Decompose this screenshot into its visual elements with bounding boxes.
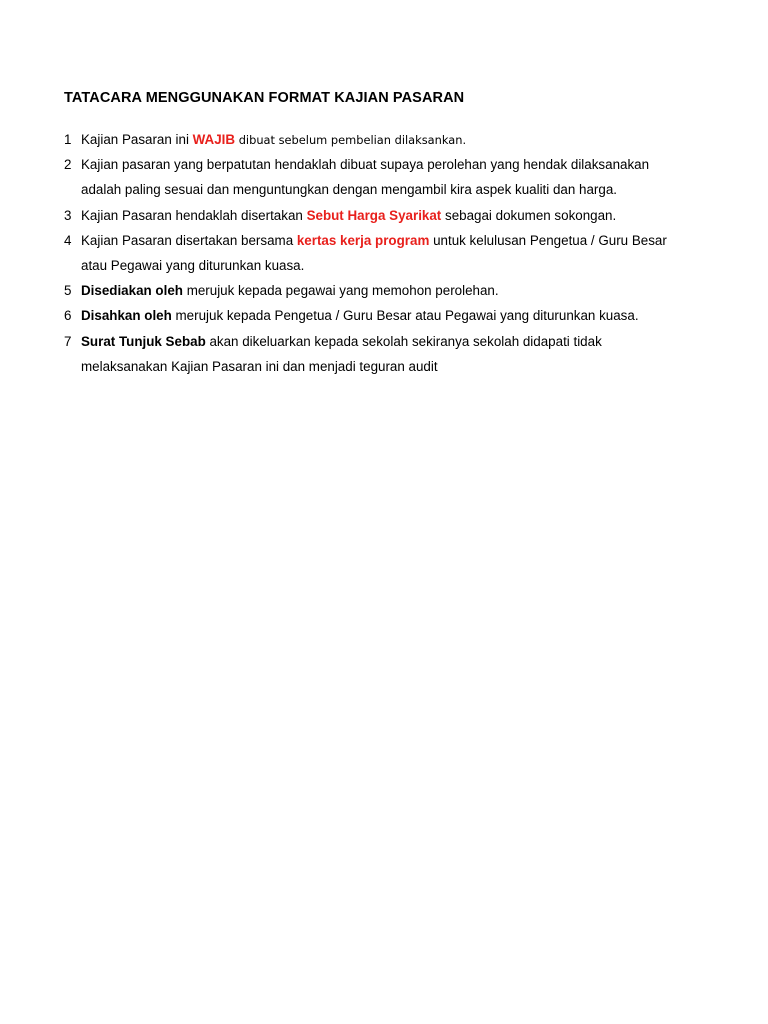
- item-number: 7: [64, 333, 72, 349]
- text-segment: sebagai dokumen sokongan.: [441, 207, 617, 223]
- highlighted-term: WAJIB: [192, 132, 236, 147]
- item-number: 2: [64, 157, 72, 173]
- item-line: [81, 303, 639, 328]
- list-item: [64, 127, 634, 152]
- page-title: TATACARA MENGGUNAKAN FORMAT KAJIAN PASARAN: [64, 90, 465, 106]
- text-segment: melaksanakan Kajian Pasaran ini dan menjadi teguran audit: [81, 358, 438, 374]
- text-segment: untuk kelulusan Pengetua / Guru Besar: [429, 232, 667, 248]
- list-item: [64, 152, 650, 202]
- item-number: 1: [64, 132, 72, 147]
- item-text: [81, 303, 639, 328]
- text-segment: Kajian Pasaran disertakan bersama: [81, 232, 297, 248]
- item-line: [81, 177, 649, 202]
- highlighted-term: Sebut Harga Syarikat: [306, 207, 442, 223]
- list-item: [64, 329, 634, 379]
- item-number: 3: [64, 207, 72, 223]
- text-segment: Kajian pasaran yang berpatutan hendaklah dibuat supaya perolehan yang hendak dilaksanakan: [81, 157, 650, 173]
- text-segment: Kajian Pasaran hendaklah disertakan: [81, 207, 307, 223]
- text-segment: dibuat sebelum pembelian dilaksankan.: [235, 133, 467, 147]
- item-text: [81, 203, 634, 228]
- text-segment: adalah paling sesuai dan menguntungkan dengan mengambil kira aspek kualiti dan harga.: [81, 182, 617, 198]
- item-text: [81, 278, 634, 303]
- item-text: [81, 127, 634, 152]
- instructions-sheet: [64, 88, 667, 379]
- item-line: [81, 152, 649, 177]
- item-number: 6: [64, 308, 72, 324]
- item-line: [81, 329, 634, 354]
- list-item: [64, 303, 639, 328]
- item-line: [81, 127, 634, 152]
- item-line: [81, 228, 667, 253]
- text-segment: merujuk kepada pegawai yang memohon perolehan.: [182, 283, 499, 299]
- bold-term: Surat Tunjuk Sebab: [81, 333, 206, 349]
- bold-term: Disediakan oleh: [81, 283, 183, 299]
- item-line: [81, 253, 667, 278]
- list-item: [64, 228, 667, 278]
- list-item: [64, 278, 634, 303]
- item-number: 4: [64, 232, 72, 248]
- text-segment: atau Pegawai yang diturunkan kuasa.: [81, 257, 305, 273]
- instruction-list: [64, 127, 667, 379]
- highlighted-term: kertas kerja program: [296, 232, 430, 248]
- item-text: [81, 329, 634, 379]
- text-segment: akan dikeluarkan kepada sekolah sekiranya sekolah didapati tidak: [205, 333, 602, 349]
- text-segment: merujuk kepada Pengetua / Guru Besar atau Pegawai yang diturunkan kuasa.: [171, 308, 639, 324]
- item-text: [81, 228, 667, 278]
- item-line: [81, 203, 634, 228]
- text-segment: Kajian Pasaran ini: [81, 132, 193, 147]
- item-number: 5: [64, 283, 72, 299]
- item-line: [81, 354, 634, 379]
- item-line: [81, 278, 634, 303]
- item-text: [81, 152, 649, 202]
- list-item: [64, 203, 634, 228]
- bold-term: Disahkan oleh: [81, 308, 172, 324]
